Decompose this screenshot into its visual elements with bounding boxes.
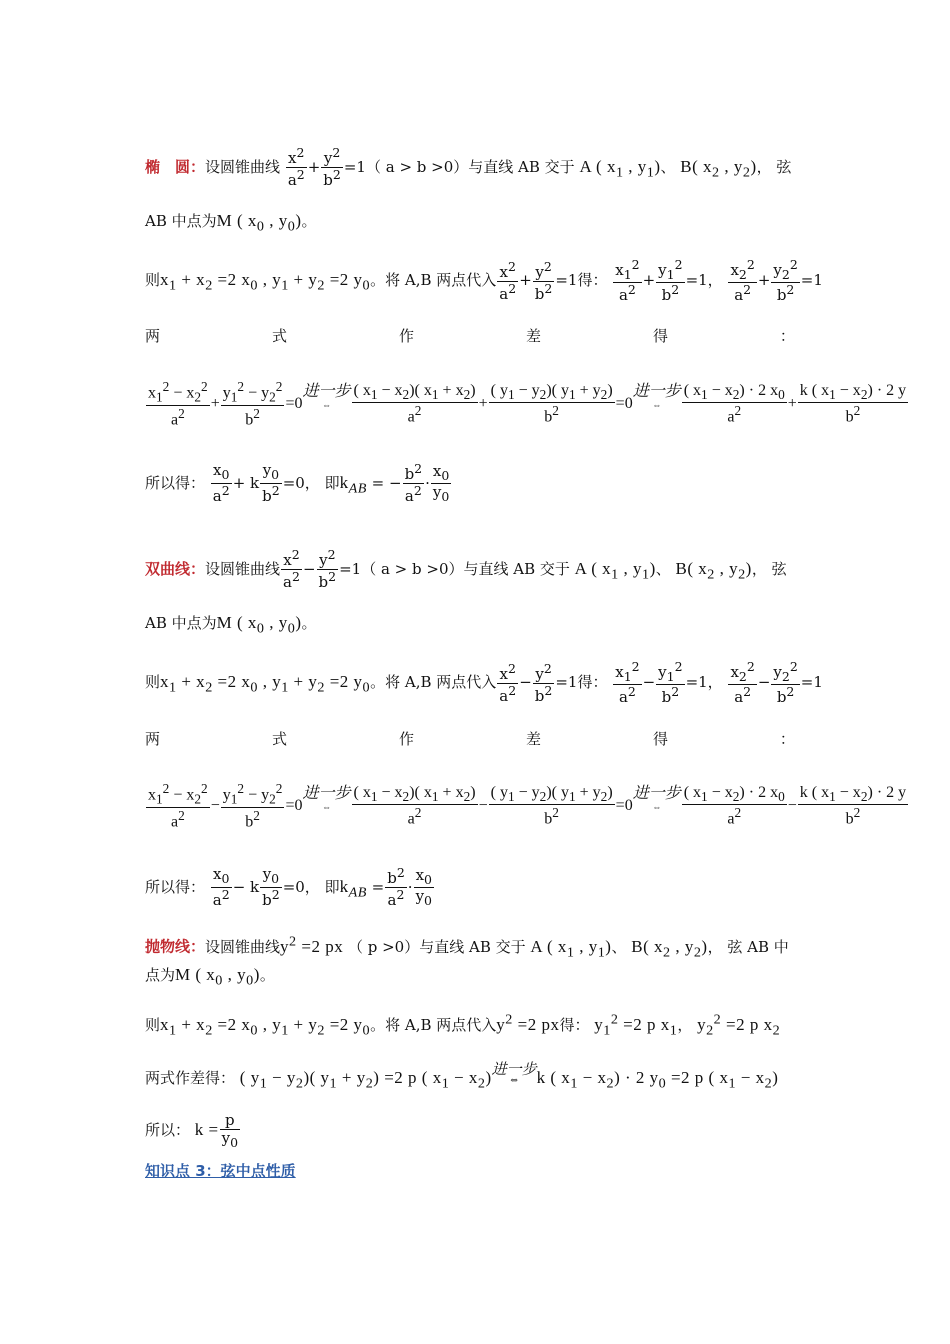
parabola-line-1: 抛物线： 设圆锥曲线$y^2 =2$ px （ p >0）与直线 AB 交于 A ( $x_1$ , $y_1$)、 B( $x_2$ , $y_2$)， 弦 AB 中 bbox=[145, 933, 789, 961]
word: 式 bbox=[271, 327, 287, 345]
ellipse-line-3: 则$x_1 + x_2 =2$ $x_0$ , $y_1 + y_2 =2$ $y_0$。将 A,B 两点代入 $\frac{x^2}{a^2}$ + $\frac{y^2}{b^2}$ =1得： $\frac{x_1^2}{a^2}$ + $\frac{y_1^2}{b^2}$ =1， $\frac{x_2^2}{a^2}$ + $\frac{y_2^2}{b^2}$ =1 bbox=[145, 257, 823, 305]
hyperbola-line-5: $\frac{x_1^2 - x_2^2}{a^2}$ − $\frac{y_1^2 - y_2^2}{b^2}$ =0进一步 ⇔ $\frac{( x_1 - x_2)( x_1 + x_2)}{a^2}$ − $\frac{( y_1 - y_2)( y_1 + y_2)}{b^2}$ =0进一步 ⇔ $\frac{( x_1 - x_2) \cdot 2 x_0}{a^2}$ − $\frac{k ( x_1 - x_2) \cdot 2 y}{b^2}$ bbox=[148, 781, 907, 831]
parabola-line-4: 两式作差得： ( $y_1 - y_2$)( $y_1 + y_2) =2$ p ( $x_1 - x_2$)进一步 ⇔ k ( $x_1 - x_2) \cdot 2$ $y_0 =2$ p ( $x_1 - x_2$) bbox=[145, 1060, 779, 1092]
word: ： bbox=[779, 327, 795, 345]
word: 两 bbox=[145, 730, 161, 748]
parabola-label: 抛物线： bbox=[145, 937, 206, 956]
parabola-line-3: 则$x_1 + x_2 =2$ $x_0$ , $y_1 + y_2 =2$ $y_0$。将 A,B 两点代入$y^2 =2$ px得： $y_1^2 =2$ p $x_1$， $y_2^2 =2$ p $x_2$ bbox=[145, 1011, 781, 1039]
ellipse-line-6: 所以得： $\frac{x_0}{a^2}$ + k $\frac{y_0}{b^2}$ =0， 即$k_{AB}$ = − $\frac{b^2}{a^2}$ · $\frac{x_0}{y_0}$ bbox=[145, 461, 450, 506]
hyperbola-line-6: 所以得： $\frac{x_0}{a^2}$ − k $\frac{y_0}{b^2}$ =0， 即$k_{AB}$ = $\frac{b^2}{a^2}$ · $\frac{x_0}{y_0}$ bbox=[145, 865, 432, 910]
hyperbola-line-4 bbox=[145, 728, 795, 749]
hyperbola-line-2: AB 中点为M ( $x_0$ , $y_0$)。 bbox=[145, 613, 317, 637]
word: 差 bbox=[525, 730, 541, 748]
parabola-line-2: 点为M ( $x_0$ , $y_0$)。 bbox=[145, 965, 275, 989]
section-heading-text: 知识点 3：弦中点性质 bbox=[145, 1162, 296, 1180]
word: 两 bbox=[145, 327, 161, 345]
ellipse-label: 椭 圆： bbox=[145, 157, 206, 176]
word: 式 bbox=[271, 730, 287, 748]
ellipse-line-5: $\frac{x_1^2 - x_2^2}{a^2}$ + $\frac{y_1^2 - y_2^2}{b^2}$ =0进一步 ⇔ $\frac{( x_1 - x_2)( x_1 + x_2)}{a^2}$ + $\frac{( y_1 - y_2)( y_1 + y_2)}{b^2}$ =0进一步 ⇔ $\frac{( x_1 - x_2) \cdot 2 x_0}{a^2}$ + $\frac{k ( x_1 - x_2) \cdot 2 y}{b^2}$ bbox=[148, 379, 907, 429]
ellipse-line-2: AB 中点为M ( $x_0$ , $y_0$)。 bbox=[145, 211, 317, 235]
word: 作 bbox=[398, 730, 414, 748]
parabola-line-5: 所以： k = $\frac{p}{y_0}$ bbox=[145, 1111, 239, 1151]
ellipse-line-4 bbox=[145, 325, 795, 346]
hyperbola-line-3: 则$x_1 + x_2 =2$ $x_0$ , $y_1 + y_2 =2$ $y_0$。将 A,B 两点代入 $\frac{x^2}{a^2}$ − $\frac{y^2}{b^2}$ =1得： $\frac{x_1^2}{a^2}$ − $\frac{y_1^2}{b^2}$ =1， $\frac{x_2^2}{a^2}$ − $\frac{y_2^2}{b^2}$ =1 bbox=[145, 659, 823, 707]
ellipse-line-1: 椭 圆： 设圆锥曲线 $\frac{x^2}{a^2}$ + $\frac{y^2}{b^2}$ =1（ a > b >0）与直线 AB 交于 A ( $x_1$ , $y_1$)、 B( $x_2$ , $y_2$)， 弦 bbox=[145, 145, 792, 190]
word: 得 bbox=[652, 730, 668, 748]
section-heading bbox=[145, 1164, 296, 1179]
hyperbola-line-1: 双曲线： 设圆锥曲线 $\frac{x^2}{a^2}$ − $\frac{y^2}{b^2}$ =1（ a > b >0）与直线 AB 交于 A ( $x_1$ , $y_1$)、 B( $x_2$ , $y_2$)， 弦 bbox=[145, 547, 787, 592]
word: 差 bbox=[525, 327, 541, 345]
word: 得 bbox=[652, 327, 668, 345]
hyperbola-label: 双曲线： bbox=[145, 559, 206, 578]
word: ： bbox=[779, 730, 795, 748]
word: 作 bbox=[398, 327, 414, 345]
